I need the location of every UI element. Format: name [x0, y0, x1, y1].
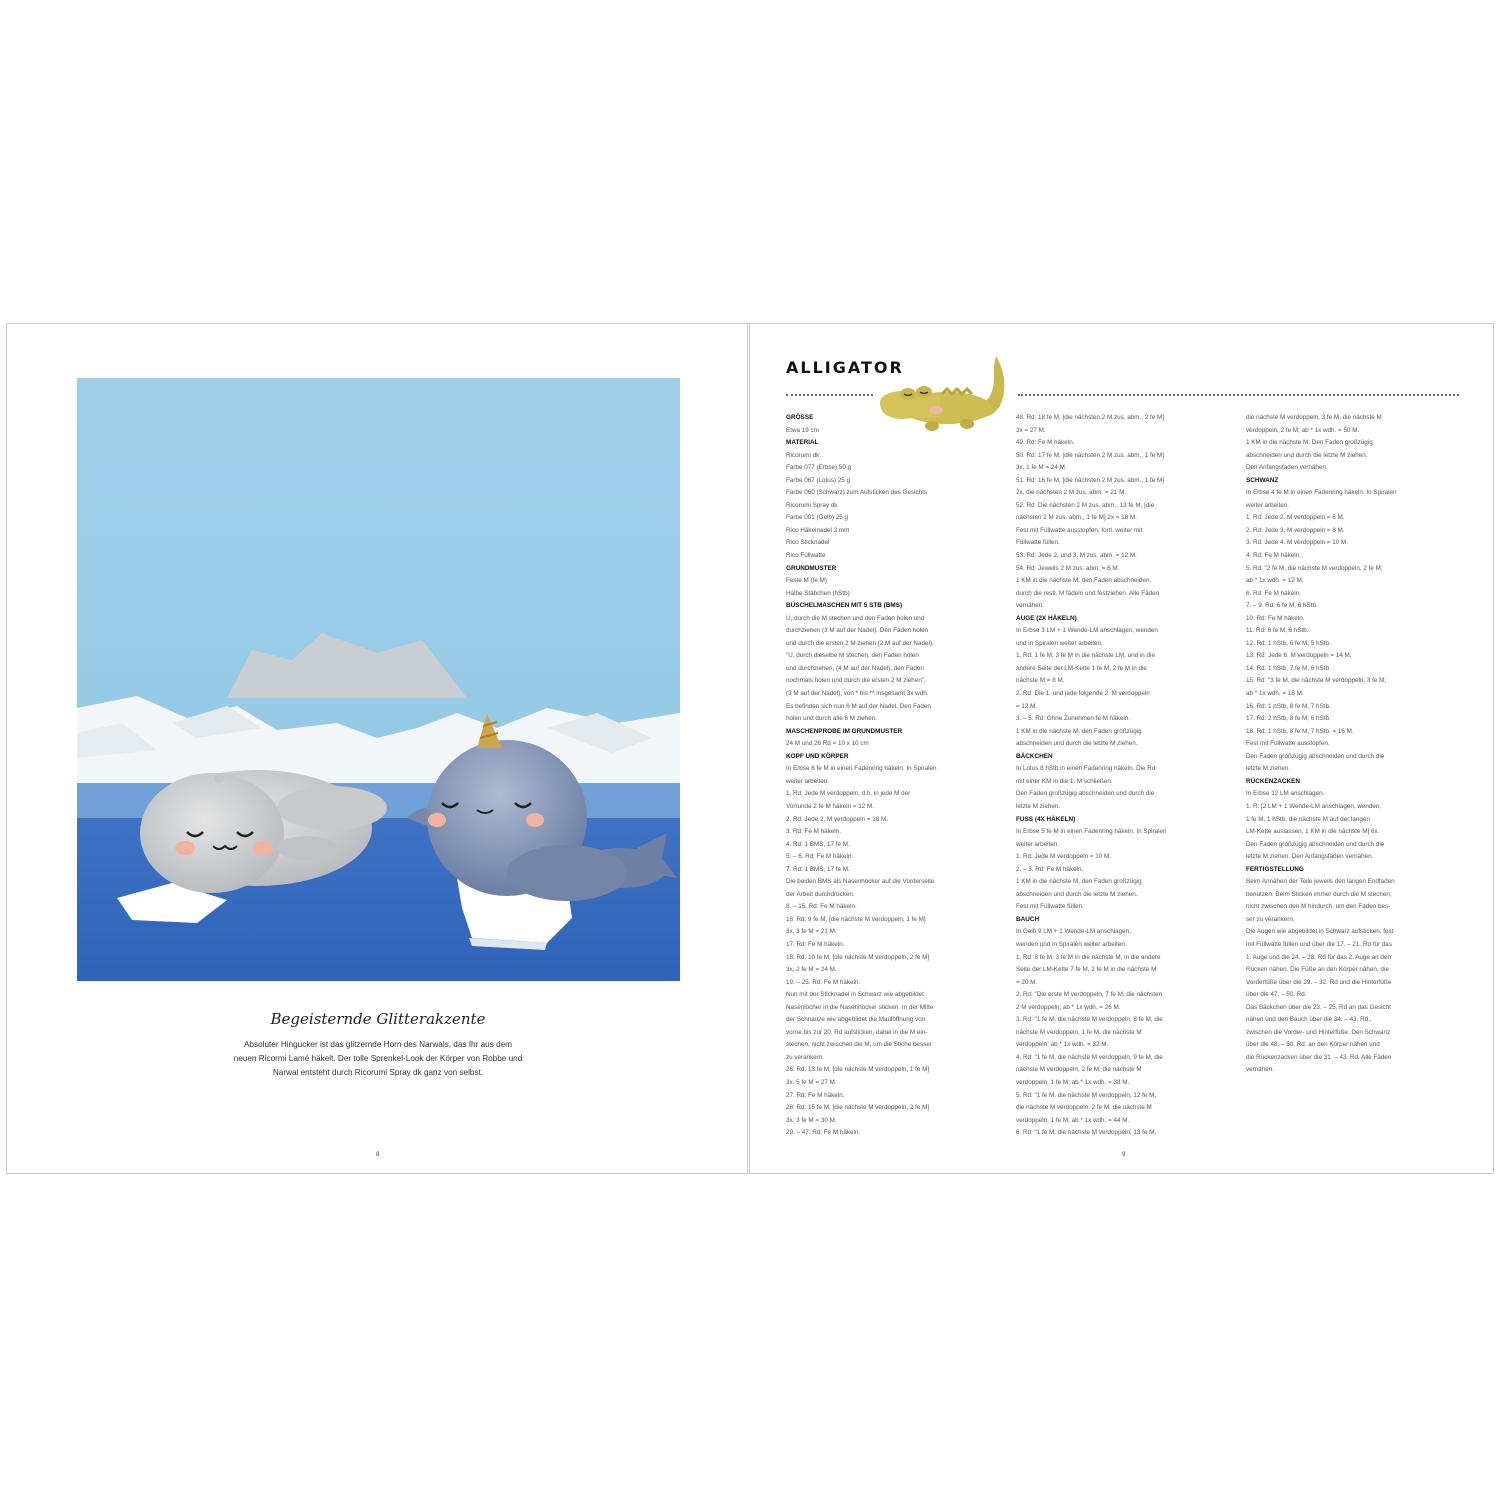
instruction-line: 1 fe M, 1 hStb, die nächste M auf der langen: [1246, 815, 1370, 823]
instruction-line: holen und durch alle 6 M ziehen.: [786, 715, 878, 723]
instruction-line: verdoppeln, 1 fe M; ab * 1x wdh. = 44 M.: [1016, 1116, 1130, 1124]
instruction-line: = 20 M.: [1016, 978, 1038, 986]
instruction-line: 6. Rd: "1 fe M, die nächste M verdoppeln, 13 fe M,: [1016, 1129, 1157, 1137]
instruction-line: 1. Rd: Jede M verdoppeln = 10 M.: [1016, 853, 1112, 861]
section-heading: GRÖSSE: [786, 414, 814, 421]
instruction-line: mit einer KM in die 1. M schließen.: [1016, 777, 1113, 785]
instruction-line: 8. – 15. Rd: Fe M häkeln.: [786, 903, 857, 911]
instruction-line: Feste M (fe M): [786, 577, 827, 585]
instruction-line: und durch die ersten 2 M ziehen (2 M auf der Nadel),: [786, 639, 934, 647]
instruction-line: Fest mit Füllwatte ausstopfen, fortl. weiter mit: [1016, 526, 1143, 534]
instruction-line: Farbe 001 (Gelb) 25 g: [786, 514, 848, 522]
instruction-line: Die beiden BMS als Nasenhöcker auf die Vorderseite: [786, 878, 935, 886]
instruction-line: andere Seite der LM-Kette 1 fe M, 2 fe M in die: [1016, 664, 1147, 672]
instruction-line: "U, durch dieselbe M stechen, den Faden holen: [786, 652, 919, 660]
caption-title: Begeisternde Glitterakzente: [270, 1010, 486, 1028]
instruction-line: Das Bäckchen über die 23. – 25. Rd an das Gesicht: [1246, 1003, 1391, 1011]
instruction-line: 5. – 6. Rd: Fe M häkeln.: [786, 853, 854, 861]
instruction-line: 48. Rd: 18 fe M, [die nächsten 2 M zus. abm., 2 fe M]: [1016, 414, 1165, 421]
instruction-line: 1. Rd: Jede M verdoppeln, d.h. in jede M der: [786, 790, 911, 798]
instruction-line: Farbe 060 (Schwarz) zum Aufsticken des Gesichts: [786, 489, 928, 497]
instruction-line: = 12 M.: [1016, 702, 1038, 710]
section-heading: AUGE (2X HÄKELN): [1016, 614, 1077, 622]
instruction-line: 7. – 9. Rd: 6 fe M, 6 hStb.: [1246, 602, 1318, 610]
instruction-line: vernähen.: [1016, 602, 1045, 610]
instruction-line: 3x, 5 fe M = 27 M.: [786, 1078, 837, 1086]
instruction-line: die nächste M verdoppeln, 3 fe M, die nächste M: [1246, 414, 1382, 421]
instruction-line: 2. Rd: Die 1. und jede folgende 2. M verdoppeln: [1016, 690, 1150, 698]
instruction-line: 19. – 25. Rd: Fe M häkeln.: [786, 978, 861, 986]
instruction-line: 17. Rd: 2 hStb, 8 fe M, 6 hStb.: [1246, 715, 1331, 723]
instruction-line: Farbe 067 (Lotus) 25 g: [786, 476, 851, 484]
section-heading: KOPF UND KÖRPER: [786, 752, 849, 760]
instruction-line: 3x, 2 fe M = 24 M.: [786, 966, 837, 974]
instruction-line: abschneiden und durch die letzte M ziehen.: [1016, 890, 1138, 898]
instruction-line: stechen, nicht zwischen die M, um die Stiche besser: [786, 1041, 932, 1049]
instruction-line: 2 M verdoppeln; ab * 1x wdh. = 26 M.: [1016, 1003, 1121, 1011]
instruction-line: 5. Rd: "2 fe M, die nächste M verdoppeln, 2 fe M;: [1246, 564, 1383, 572]
instruction-line: 2. – 3. Rd: Fe M häkeln.: [1016, 865, 1084, 873]
instruction-line: 14. Rd: 1 hStb, 7 fe M, 6 hStb.: [1246, 664, 1331, 672]
instruction-line: 53. Rd: Jede 2. und 3. M zus. abm. = 12 M.: [1016, 552, 1137, 560]
instruction-line: letzte M ziehen.: [1246, 765, 1291, 773]
instruction-line: verdoppeln, 1 fe M; ab * 1x wdh. = 38 M.: [1016, 1078, 1130, 1086]
instruction-line: 1 KM in die nächste M. Den Faden großzügig: [1246, 439, 1373, 447]
caption-line: Absoluter Hingucker ist das glitzernde Horn des Narwals, das Ihr aus dem: [243, 1040, 513, 1049]
instruction-line: nächste M verdoppeln, 1 fe M, die nächste M: [1016, 1028, 1142, 1036]
book-spread: [6, 323, 1494, 1174]
instruction-line: Vorrunde 2 fe M häkeln = 12 M.: [786, 802, 875, 810]
instruction-line: Füllwatte füllen.: [1016, 539, 1060, 547]
instruction-line: 1 KM in die nächste M, den Faden großzügig: [1016, 878, 1142, 886]
section-heading: FERTIGSTELLUNG: [1246, 865, 1304, 873]
instruction-line: Vorderfüße über die 29. – 32. Rd und die Hinterfüße: [1246, 978, 1392, 986]
instruction-line: 28. Rd: 15 fe M, [die nächste M verdoppeln, 2 fe M]: [786, 1104, 930, 1112]
instruction-line: 50. Rd: 17 fe M, [die nächsten 2 M zus. abm., 1 fe M]: [1016, 451, 1165, 459]
instruction-line: nähen und den Bauch über die 34. – 43. Rd.,: [1246, 1016, 1372, 1024]
instruction-line: Farbe 077 (Erbse) 50 g: [786, 464, 852, 472]
instruction-line: und in Spiralen weiter arbeiten.: [1016, 639, 1103, 647]
instruction-line: Rücken nähen. Die Füße an den Körper nähen, die: [1246, 966, 1389, 974]
instruction-line: Es befinden sich nun 6 M auf der Nadel. Den Faden: [786, 702, 931, 710]
instruction-line: 15. Rd: "3 fe M, die nächste M verdoppeln, 3 fe M;: [1246, 677, 1387, 685]
instruction-line: Nun mit der Sticknadel in Schwarz wie abgebildet: [786, 991, 924, 999]
instruction-line: 3x, 1 fe M = 24 M.: [1016, 464, 1067, 472]
instruction-line: die Rückenzacken über die 31. – 43. Rd. Alle Fäden: [1246, 1053, 1392, 1061]
instruction-line: 3. Rd: Fe M häkeln.: [786, 828, 841, 836]
instruction-line: verdoppeln; ab * 1x wdh. = 32 M.: [1016, 1041, 1109, 1049]
instruction-line: 1. Rd: Jede 2. M verdoppeln = 6 M.: [1246, 514, 1345, 522]
instruction-line: 3. Rd: Jede 4. M verdoppeln = 10 M.: [1246, 539, 1349, 547]
instruction-line: In Lotus 8 hStb in einen Fadenring häkeln. Die Rd: [1016, 765, 1156, 773]
instruction-line: durchziehen (3 M auf der Nadel). Den Faden holen: [786, 627, 929, 635]
instructions-column-2: [1016, 412, 1248, 1140]
instruction-line: Seite der LM-Kette 7 fe M, 2 fe M in die nächste M: [1016, 966, 1157, 974]
instruction-line: 17. Rd: Fe M häkeln.: [786, 940, 845, 948]
instruction-line: 54. Rd: Jeweils 2 M zus. abm. = 6 M.: [1016, 564, 1120, 572]
instruction-line: die nächste M verdoppeln, 2 fe M, die nächste M: [1016, 1104, 1152, 1112]
instruction-line: der Arbeit durchdrücken.: [786, 890, 855, 898]
instruction-line: 1. Auge und die 24. – 28. Rd für das 2. Auge an den: [1246, 953, 1391, 961]
instruction-line: ab * 1x wdh. = 12 M.: [1246, 577, 1304, 585]
instruction-line: 27. Rd: Fe M häkeln.: [786, 1091, 845, 1099]
instruction-line: über die 47. – 50. Rd.: [1246, 991, 1307, 999]
instruction-line: nochmals holen und durch die ersten 2 M ziehen",: [786, 677, 926, 685]
instruction-line: U, durch die M stechen und den Faden holen und: [786, 614, 925, 622]
instruction-line: 6. Rd: Fe M häkeln.: [1246, 589, 1301, 597]
instruction-line: 7. Rd: 1 BMS, 17 fe M.: [786, 865, 850, 873]
instruction-line: 49. Rd: Fe M häkeln.: [1016, 439, 1075, 447]
section-heading: MATERIAL: [786, 439, 819, 447]
instruction-line: 5. Rd: "1 fe M, die nächste M verdoppeln, 12 fe M,: [1016, 1091, 1157, 1099]
instruction-line: wenden und in Spiralen weiter arbeiten.: [1016, 940, 1127, 948]
instruction-line: 3x, 3 fe M = 21 M.: [786, 928, 837, 936]
instruction-line: Etwa 19 cm: [786, 426, 819, 434]
instruction-line: 10. Rd: Fe M häkeln.: [1246, 614, 1305, 622]
instruction-line: der Schnauze wie abgebildet die Maulöffnung von: [786, 1016, 926, 1024]
instruction-line: 12. Rd: 1 hStb, 6 fe M, 5 hStb.: [1246, 639, 1331, 647]
instruction-line: 1. R: [2 LM + 1 Wende-LM anschlagen, wenden,: [1246, 802, 1382, 810]
instruction-line: Rico Sticknadel: [786, 539, 830, 547]
instruction-line: 16. Rd: 9 fe M, [die nächste M verdoppeln, 1 fe M]: [786, 915, 926, 923]
instruction-line: 3. Rd: "1 fe M, die nächste M verdoppeln, 8 fe M, die: [1016, 1016, 1163, 1024]
instruction-line: 3x, 3 fe M = 30 M.: [786, 1116, 837, 1124]
instruction-line: vernähen.: [1246, 1066, 1275, 1074]
instruction-line: Ricorumi Spray dk: [786, 501, 838, 509]
instruction-line: 2x, die nächsten 2 M zus. abm. = 21 M.: [1016, 489, 1127, 497]
instruction-line: nicht zwischen den M hindurch, um den Faden bes-: [1246, 903, 1391, 911]
instruction-line: 1. Rd: 8 fe M, 3 fe M in die nächste M, in die andere: [1016, 953, 1161, 961]
section-heading: BÜSCHELMASCHEN MIT 5 STB (BMS): [786, 602, 903, 610]
instruction-line: Die Augen wie abgebildet in Schwarz aufsticken, fest: [1246, 928, 1394, 936]
instruction-line: In Erbse 4 fe M in einen Fadenring häkeln. In Spiralen: [1246, 489, 1397, 497]
instruction-line: Fest mit Füllwatte ausstopfen.: [1246, 740, 1330, 748]
instruction-line: 2. Rd: "Die erste M verdoppeln, 7 fe M, die nächsten: [1016, 991, 1163, 999]
instruction-line: In Erbse 6 fe M in einen Fadenring häkeln. In Spiralen: [786, 765, 937, 773]
instruction-line: 26. Rd: 13 fe M, [die nächste M verdoppeln, 1 fe M]: [786, 1066, 930, 1074]
instruction-line: letzte M ziehen. Den Anfangsfaden vernähen.: [1246, 853, 1374, 861]
instruction-line: Nasenlöcher in die Nasenhöcker sticken. In der Mitte: [786, 1003, 934, 1011]
instruction-line: LM-Kette auslassen, 1 KM in die nächste M] 6x.: [1246, 828, 1380, 836]
instruction-line: 13. Rd: Jede 6. M verdoppeln = 14 M.: [1246, 652, 1352, 660]
section-heading: FUSS (4X HÄKELN): [1016, 815, 1076, 823]
instruction-line: über die 48. – 50. Rd. an den Körper nähen und: [1246, 1041, 1380, 1049]
section-heading: BÄCKCHEN: [1016, 752, 1053, 760]
instruction-line: nächste M = 8 M.: [1016, 677, 1065, 685]
instruction-line: Den Anfangsfaden vernähen.: [1246, 464, 1328, 472]
instruction-line: und durchziehen, (4 M auf der Nadel), den Faden: [786, 664, 924, 672]
instruction-line: ser zu verankern.: [1246, 915, 1295, 923]
caption-line: Narwal entsteht durch Ricorumi Spray dk ganz von selbst.: [272, 1068, 484, 1077]
instruction-line: 52. Rd: Die nächsten 2 M zus. abm., 13 fe M, [die: [1016, 501, 1155, 509]
section-heading: SCHWANZ: [1246, 476, 1279, 484]
instruction-line: 29. – 47. Rd: Fe M häkeln.: [786, 1129, 861, 1137]
instruction-line: Den Faden großzügig abschneiden und durch die: [1016, 790, 1155, 798]
instruction-line: In Gelb 9 LM + 1 Wende-LM anschlagen,: [1016, 928, 1131, 936]
instruction-line: 18. Rd: 1 hStb, 8 fe M, 7 hStb. = 16 M.: [1246, 727, 1354, 735]
instruction-line: letzte M ziehen.: [1016, 802, 1061, 810]
section-heading: MASCHENPROBE IM GRUNDMUSTER: [786, 727, 903, 735]
instruction-line: 16. Rd: 1 hStb, 8 fe M, 7 hStb.: [1246, 702, 1331, 710]
caption-text: [197, 1038, 559, 1080]
instruction-line: Den Faden großzügig abschneiden und durch die: [1246, 752, 1385, 760]
instruction-line: ab * 1x wdh. = 16 M.: [1246, 690, 1304, 698]
caption-line: neuen Ricormi Lamé häkelt. Der tolle Sprenkel-Look der Körper von Robbe und: [233, 1054, 523, 1063]
instruction-line: 1. Rd: 1 fe M, 3 fe M in die nächste LM, und in die: [1016, 652, 1155, 660]
instruction-line: mit Füllwatte füllen und über die 17. – 21. Rd für das: [1246, 940, 1392, 948]
instruction-line: Ricorumi dk: [786, 451, 820, 459]
instruction-line: weiter arbeiten.: [1246, 501, 1290, 509]
instruction-line: zu verankern.: [786, 1053, 825, 1061]
instruction-line: 24 M und 26 Rd = 10 x 10 cm: [786, 740, 869, 748]
pattern-title: ALLIGATOR: [786, 358, 904, 377]
instruction-line: In Erbse 12 LM anschlagen.: [1246, 790, 1325, 798]
instructions-column-1: [786, 412, 1018, 1140]
right-page: [749, 323, 1494, 1174]
instruction-line: 2. Rd: Jede 3. M verdoppeln = 8 M.: [1246, 526, 1345, 534]
instruction-line: 3x = 27 M.: [1016, 426, 1046, 434]
instruction-line: Den Faden großzügig abschneiden und durch die: [1246, 840, 1385, 848]
instruction-line: abschneiden und durch die letzte M ziehen.: [1246, 451, 1368, 459]
instruction-line: 1 KM in die nächste M, den Faden abschneiden,: [1016, 577, 1152, 585]
instruction-line: nächsten 2 M zus. abm., 1 fe M] 2x = 18 M.: [1016, 514, 1137, 522]
instruction-line: nächste M verdoppeln, 2 fe M, die nächste M: [1016, 1066, 1142, 1074]
instruction-line: In Erbse 3 LM + 1 Wende-LM anschlagen, wenden: [1016, 627, 1158, 635]
title-divider-left: [786, 394, 873, 396]
instruction-line: 4. Rd: "1 fe M, die nächste M verdoppeln, 9 fe M, die: [1016, 1053, 1163, 1061]
instruction-line: durch die restl. M fädeln und festziehen. Alle Fäden: [1016, 589, 1160, 597]
instruction-line: 11. Rd: 6 fe M, 6 hStb.: [1246, 627, 1309, 635]
instruction-line: 51. Rd: 16 fe M, [die nächsten 2 M zus. abm., 1 fe M]: [1016, 476, 1165, 484]
section-heading: RÜCKENZACKEN: [1246, 777, 1300, 785]
instruction-line: Fest mit Füllwatte füllen.: [1016, 903, 1084, 911]
photo-seal-and-narwhal: [77, 378, 680, 981]
section-heading: GRUNDMUSTER: [786, 564, 837, 572]
left-page: [6, 323, 748, 1174]
instruction-line: benutzen. Beim Sticken immer durch die M stechen,: [1246, 890, 1392, 898]
instruction-line: 18. Rd: 10 fe M, [die nächste M verdoppeln, 2 fe M]: [786, 953, 930, 961]
instruction-line: 3. – 5. Rd: Ohne Zunehmen fe M häkeln.: [1016, 715, 1131, 723]
title-divider-right: [1018, 394, 1459, 396]
instruction-line: 4. Rd: 1 BMS, 17 fe M.: [786, 840, 850, 848]
instruction-line: 4. Rd: Fe M häkeln.: [1246, 552, 1301, 560]
instruction-line: Beim Annähen der Teile jeweils den langen Endfaden: [1246, 878, 1395, 886]
instructions-column-3: [1246, 412, 1478, 1077]
page-number-left: 8: [376, 1152, 380, 1158]
instruction-line: 1 KM in die nächste M, den Faden großzügig: [1016, 727, 1142, 735]
instruction-line: weiter arbeiten.: [786, 777, 830, 785]
instruction-line: 2. Rd: Jede 2. M verdoppeln = 18 M.: [786, 815, 889, 823]
instruction-line: Rico Füllwatte: [786, 552, 826, 560]
instruction-line: verdoppeln, 2 fe M; ab * 1x wdh. = 50 M.: [1246, 426, 1360, 434]
instruction-line: weiter arbeiten.: [1016, 840, 1060, 848]
instruction-line: In Erbse 5 fe M in einen Fadenring häkeln. In Spiralen: [1016, 828, 1167, 836]
instruction-line: abschneiden und durch die letzte M ziehen.: [1016, 740, 1138, 748]
section-heading: BAUCH: [1016, 915, 1040, 923]
instruction-line: (3 M auf der Nadel), von * bis ** insgesamt 3x wdh.: [786, 690, 929, 698]
page-number-right: 9: [1122, 1152, 1126, 1158]
instruction-line: Rico Häkelnadel 3 mm: [786, 526, 850, 534]
instruction-line: zwischen die Vorder- und Hinterfüße. Den Schwanz: [1246, 1028, 1391, 1036]
instruction-line: vorne bis zur 20. Rd aufsticken, dabei in die M ein-: [786, 1028, 928, 1036]
instruction-line: Halbe Stäbchen (hStb): [786, 589, 850, 597]
